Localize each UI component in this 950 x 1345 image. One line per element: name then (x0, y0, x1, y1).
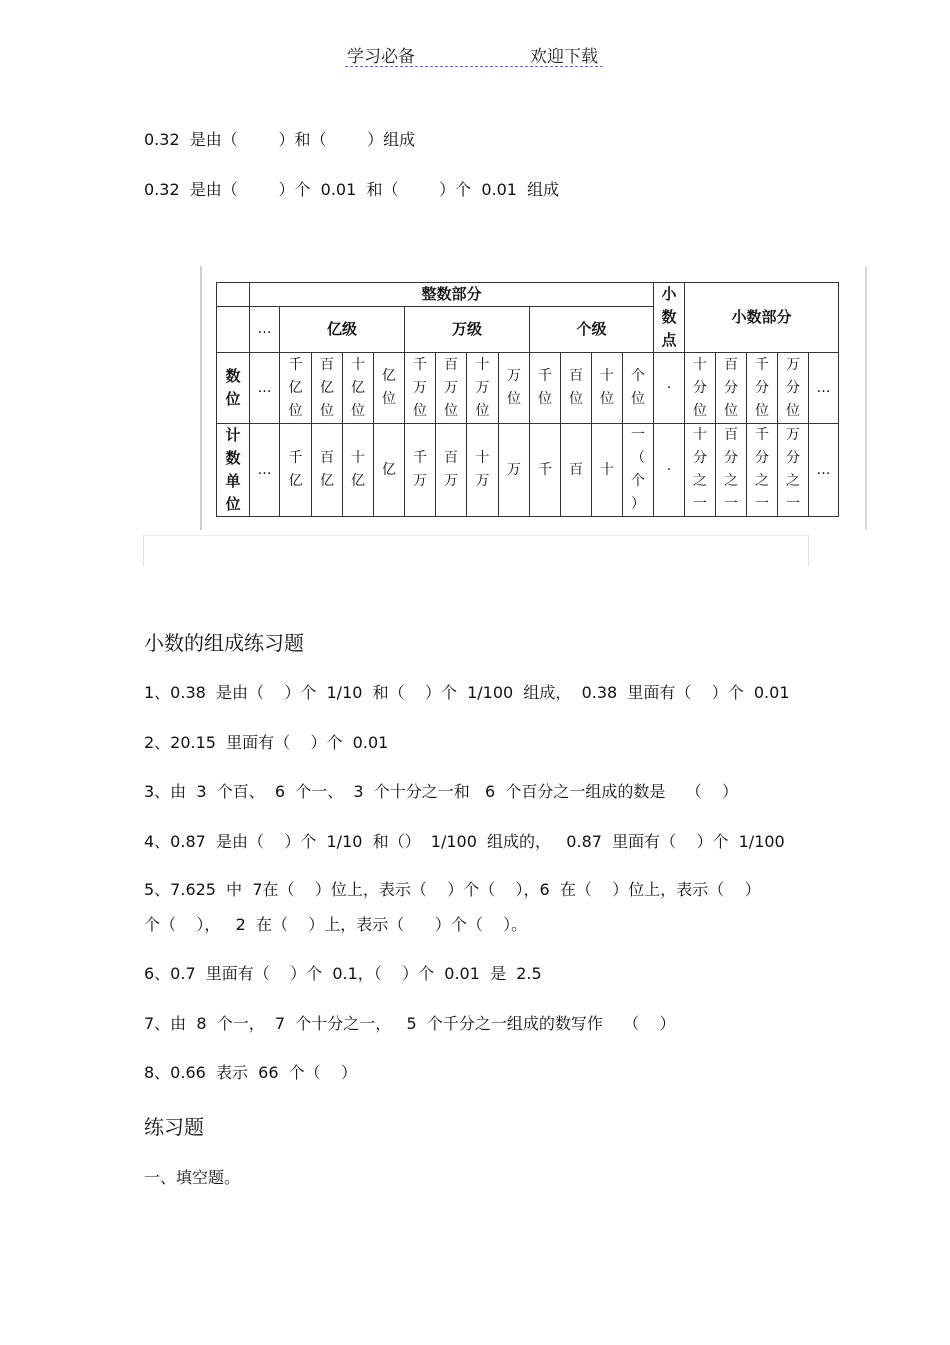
decimal-point-header: 小 数 点 (654, 283, 685, 353)
unit-cell: 百 万 (436, 424, 467, 517)
digit-decimal-cell: 百 分 位 (716, 353, 747, 424)
group-wan: 万级 (405, 307, 530, 353)
digit-cell: 十 位 (592, 353, 623, 424)
unit-decimal-cell: 千 分 之 一 (747, 424, 778, 517)
unit-cell: 十 亿 (343, 424, 374, 517)
digit-cell: 十 亿 位 (343, 353, 374, 424)
header-right-text: 欢迎下载 (530, 47, 598, 67)
digit-cell: 百 位 (561, 353, 592, 424)
exercise-2: 2、20.15 里面有（ ）个 0.01 (144, 733, 389, 752)
intro-line-1: 0.32 是由（ ）和（ ）组成 (144, 130, 416, 149)
unit-decimal-dot: · (654, 424, 685, 517)
digit-decimal-cell: 千 分 位 (747, 353, 778, 424)
exercise-7: 7、由 8 个一， 7 个十分之一， 5 个千分之一组成的数写作 （ ） (144, 1014, 676, 1033)
group-ellipsis: … (250, 307, 280, 353)
section2-title: 练习题 (144, 1115, 204, 1139)
digit-cell: 千 位 (530, 353, 561, 424)
page-header (345, 42, 603, 67)
section1-title: 小数的组成练习题 (144, 631, 304, 655)
exercise-4: 4、0.87 是由（ ）个 1/10 和（） 1/100 组成的， 0.87 里面有（ ）个 1/100 (144, 832, 785, 851)
row-label-unit: 计 数 单 位 (217, 424, 250, 517)
exercise-1: 1、0.38 是由（ ）个 1/10 和（ ）个 1/100 组成， 0.38 里面有（ ）个 0.01 (144, 683, 790, 702)
intro-line-2: 0.32 是由（ ）个 0.01 和（ ）个 0.01 组成 (144, 180, 560, 199)
digit-cell: 千 万 位 (405, 353, 436, 424)
unit-decimal-cell: 十 分 之 一 (685, 424, 716, 517)
place-value-table (216, 282, 839, 517)
unit-ellipsis-right: … (809, 424, 839, 517)
digit-cell: 百 亿 位 (312, 353, 343, 424)
unit-cell: 千 亿 (280, 424, 312, 517)
unit-cell: 万 (499, 424, 530, 517)
digit-cell: 万 位 (499, 353, 530, 424)
digit-cell: 个 位 (623, 353, 654, 424)
unit-cell: 十 (592, 424, 623, 517)
digit-cell: 亿 位 (374, 353, 405, 424)
digit-ellipsis-left: … (250, 353, 280, 424)
exercise-5-line-1: 5、7.625 中 7在（ ）位上，表示（ ）个（ ），6 在（ ）位上，表示（ ） (144, 880, 761, 899)
corner-cell (217, 283, 250, 307)
exercise-5-line-2: 个（ ）， 2 在（ ）上，表示（ ）个（ ）。 (144, 915, 528, 934)
exercise-6: 6、0.7 里面有（ ）个 0.1，（ ）个 0.01 是 2.5 (144, 964, 542, 983)
integer-part-header: 整数部分 (250, 283, 654, 307)
digit-decimal-cell: 万 分 位 (778, 353, 809, 424)
unit-ellipsis-left: … (250, 424, 280, 517)
decimal-part-header: 小数部分 (685, 283, 839, 353)
group-ge: 个级 (530, 307, 654, 353)
unit-cell: 千 (530, 424, 561, 517)
exercise-8: 8、0.66 表示 66 个（ ） (144, 1063, 358, 1082)
unit-cell: 百 (561, 424, 592, 517)
unit-cell: 一 （ 个 ） (623, 424, 654, 517)
digit-cell: 十 万 位 (467, 353, 499, 424)
digit-decimal-cell: 十 分 位 (685, 353, 716, 424)
group-yi: 亿级 (280, 307, 405, 353)
digit-cell: 百 万 位 (436, 353, 467, 424)
row-label-digit: 数 位 (217, 353, 250, 424)
digit-ellipsis-right: … (809, 353, 839, 424)
unit-cell: 十 万 (467, 424, 499, 517)
exercise-3: 3、由 3 个百、 6 个一、 3 个十分之一和 6 个百分之一组成的数是 （ ） (144, 782, 739, 801)
unit-cell: 百 亿 (312, 424, 343, 517)
digit-decimal-dot: · (654, 353, 685, 424)
unit-cell: 亿 (374, 424, 405, 517)
unit-decimal-cell: 百 分 之 一 (716, 424, 747, 517)
section2-subtitle: 一、填空题。 (144, 1168, 241, 1187)
unit-cell: 千 万 (405, 424, 436, 517)
header-left-text: 学习必备 (347, 47, 415, 67)
group-empty-cell (217, 307, 250, 353)
digit-cell: 千 亿 位 (280, 353, 312, 424)
table-lower-frame (143, 535, 809, 566)
unit-decimal-cell: 万 分 之 一 (778, 424, 809, 517)
